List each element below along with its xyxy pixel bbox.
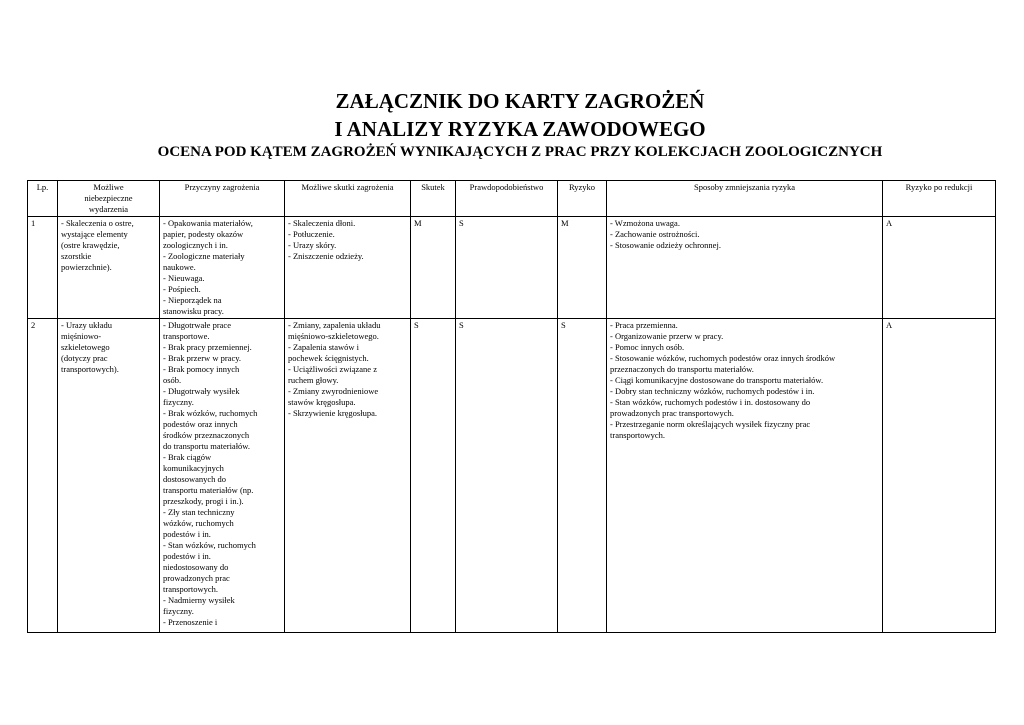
cell-consequence: M [411, 217, 456, 319]
cell-line: - Urazy układu [61, 320, 112, 330]
cell-line: - Urazy skóry. [288, 240, 337, 250]
cell-causes [160, 319, 285, 633]
cell-line: wystające elementy [61, 229, 128, 239]
cell-probability: S [456, 319, 558, 633]
cell-line: (ostre krawędzie, [61, 240, 120, 250]
cell-line: pochewek ścięgnistych. [288, 353, 369, 363]
cell-line: - Zapalenia stawów i [288, 342, 360, 352]
cell-line: niedostosowany do [163, 562, 229, 572]
document-subtitle: OCENA POD KĄTEM ZAGROŻEŃ WYNIKAJĄCYCH Z PRAC PRZY KOLEKCJACH ZOOLOGICZNYCH [157, 144, 883, 160]
cell-lp: 2 [28, 319, 58, 633]
cell-line: - Stosowanie odzieży ochronnej. [610, 240, 721, 250]
cell-line: prowadzonych prac transportowych. [610, 408, 734, 418]
cell-line: szkieletowego [61, 342, 110, 352]
cell-line: - Zoologiczne materiały [163, 251, 245, 261]
cell-probability: S [456, 217, 558, 319]
header-consequence: Skutek [411, 181, 456, 217]
header-lp: Lp. [28, 181, 58, 217]
cell-line: zoologicznych i in. [163, 240, 228, 250]
cell-line: - Zmiany zwyrodnieniowe [288, 386, 379, 396]
cell-line: - Brak pracy przemiennej. [163, 342, 252, 352]
cell-line: podestów i in. [163, 551, 211, 561]
cell-line: - Nieuwaga. [163, 273, 205, 283]
header-events-line: niebezpieczne [84, 193, 133, 203]
cell-risk: S [558, 319, 607, 633]
cell-line: - Praca przemienna. [610, 320, 678, 330]
risk-assessment-table [27, 180, 996, 633]
cell-line: - Stan wózków, ruchomych [163, 540, 256, 550]
cell-line: - Ciągi komunikacyjne dostosowane do transportu materiałów. [610, 375, 824, 385]
cell-line: - Przestrzeganie norm określających wysiłek fizyczny prac [610, 419, 811, 429]
cell-line: - Brak przerw w pracy. [163, 353, 242, 363]
cell-line: - Stan wózków, ruchomych podestów i in. dostosowany do [610, 397, 811, 407]
cell-line: transportowe. [163, 331, 210, 341]
cell-line: - Zniszczenie odzieży. [288, 251, 364, 261]
header-events [58, 181, 160, 217]
cell-line: - Zły stan techniczny [163, 507, 235, 517]
cell-line: dostosowanych do [163, 474, 227, 484]
cell-line: - Długotrwałe prace [163, 320, 231, 330]
cell-line: ruchem głowy. [288, 375, 339, 385]
cell-line: papier, podesty okazów [163, 229, 244, 239]
cell-residual-risk: A [883, 319, 996, 633]
cell-line: - Pośpiech. [163, 284, 201, 294]
cell-line: - Długotrwały wysiłek [163, 386, 240, 396]
cell-mitigation [607, 319, 883, 633]
cell-line: - Zachowanie ostrożności. [610, 229, 700, 239]
cell-line: osób. [163, 375, 182, 385]
cell-line: mięśniowo-szkieletowego. [288, 331, 379, 341]
cell-line: komunikacyjnych [163, 463, 224, 473]
cell-line: - Organizowanie przerw w pracy. [610, 331, 724, 341]
cell-line: - Dobry stan techniczny wózków, ruchomych podestów i in. [610, 386, 815, 396]
cell-mitigation [607, 217, 883, 319]
cell-risk: M [558, 217, 607, 319]
cell-line: - Wzmożona uwaga. [610, 218, 680, 228]
header-effects: Możliwe skutki zagrożenia [285, 181, 411, 217]
cell-line: - Nadmierny wysiłek [163, 595, 235, 605]
cell-line: - Skaleczenia dłoni. [288, 218, 356, 228]
cell-line: - Skaleczenia o ostre, [61, 218, 134, 228]
cell-effects [285, 319, 411, 633]
cell-line: (dotyczy prac [61, 353, 108, 363]
cell-causes [160, 217, 285, 319]
cell-line: - Pomoc innych osób. [610, 342, 685, 352]
cell-line: - Nieporządek na [163, 295, 222, 305]
cell-line: - Brak ciągów [163, 452, 212, 462]
cell-line: stawów kręgosłupa. [288, 397, 356, 407]
header-residual-risk: Ryzyko po redukcji [883, 181, 996, 217]
table-row [28, 217, 996, 319]
cell-line: - Brak pomocy innych [163, 364, 240, 374]
table-header-row [28, 181, 996, 217]
header-mitigation: Sposoby zmniejszania ryzyka [607, 181, 883, 217]
cell-events [58, 319, 160, 633]
cell-line: podestów i in. [163, 529, 211, 539]
cell-line: transportowych. [610, 430, 666, 440]
cell-line: - Uciążliwości związane z [288, 364, 377, 374]
cell-line: środków przeznaczonych [163, 430, 250, 440]
document-title-line-2: I ANALIZY RYZYKA ZAWODOWEGO [334, 117, 706, 141]
cell-effects [285, 217, 411, 319]
header-events-line: wydarzenia [88, 204, 129, 214]
header-causes: Przyczyny zagrożenia [160, 181, 285, 217]
document-title-line-1: ZAŁĄCZNIK DO KARTY ZAGROŻEŃ [335, 89, 705, 113]
cell-line: prowadzonych prac [163, 573, 230, 583]
cell-lp: 1 [28, 217, 58, 319]
cell-line: - Zmiany, zapalenia układu [288, 320, 381, 330]
cell-line: stanowisku pracy. [163, 306, 224, 316]
cell-line: fizyczny. [163, 606, 194, 616]
table-row [28, 319, 996, 633]
cell-line: transportowych. [163, 584, 219, 594]
cell-line: transportu materiałów (np. [163, 485, 254, 495]
header-events-line: Możliwe [93, 182, 124, 192]
cell-line: szorstkie [61, 251, 92, 261]
cell-line: podestów oraz innych [163, 419, 238, 429]
cell-consequence: S [411, 319, 456, 633]
cell-line: mięśniowo- [61, 331, 102, 341]
cell-line: przeszkody, progi i in.). [163, 496, 244, 506]
cell-line: - Opakowania materiałów, [163, 218, 253, 228]
cell-line: do transportu materiałów. [163, 441, 251, 451]
cell-line: - Skrzywienie kręgosłupa. [288, 408, 377, 418]
cell-line: - Przenoszenie i [163, 617, 218, 627]
header-probability: Prawdopodobieństwo [456, 181, 558, 217]
cell-line: powierzchnie). [61, 262, 112, 272]
cell-events [58, 217, 160, 319]
cell-line: - Brak wózków, ruchomych [163, 408, 258, 418]
cell-residual-risk: A [883, 217, 996, 319]
cell-line: fizyczny. [163, 397, 194, 407]
cell-line: wózków, ruchomych [163, 518, 234, 528]
cell-line: naukowe. [163, 262, 196, 272]
cell-line: transportowych). [61, 364, 119, 374]
header-risk: Ryzyko [558, 181, 607, 217]
cell-line: - Potłuczenie. [288, 229, 335, 239]
cell-line: - Stosowanie wózków, ruchomych podestów oraz innych środków [610, 353, 836, 363]
cell-line: przeznaczonych do transportu materiałów. [610, 364, 754, 374]
